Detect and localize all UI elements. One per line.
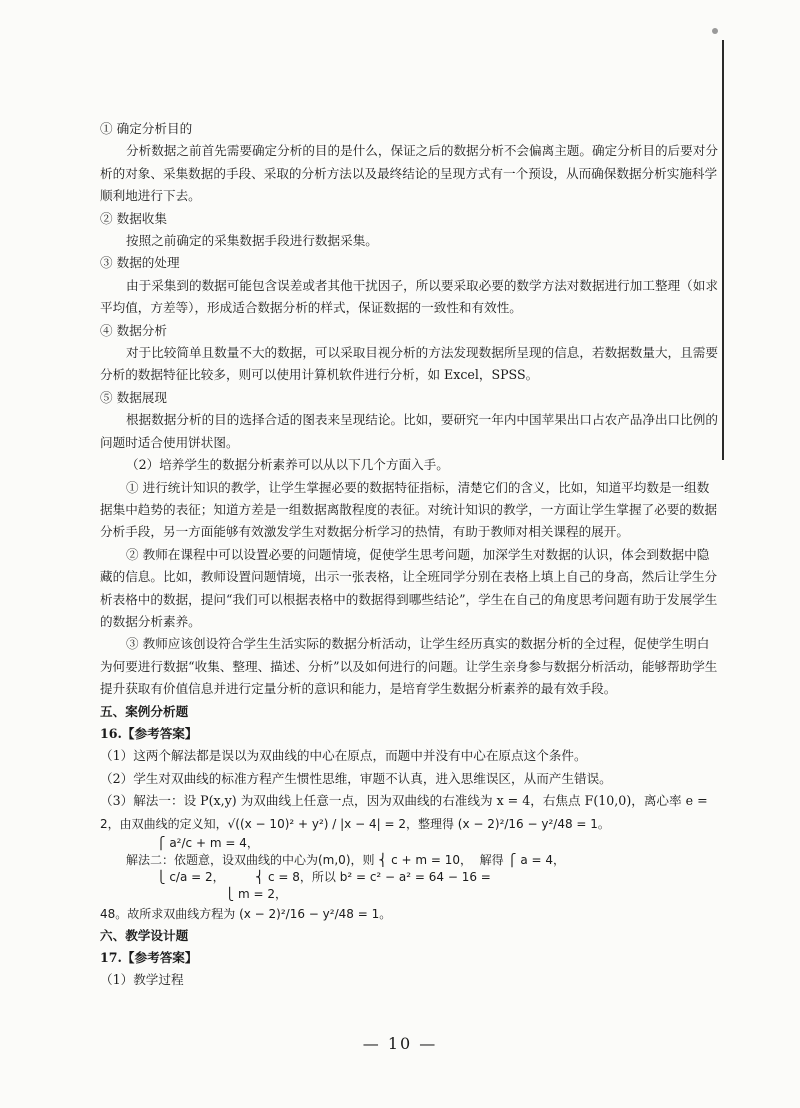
- margin-rule: [722, 40, 724, 460]
- paragraph: 分析数据之前首先需要确定分析的目的是什么，保证之后的数据分析不会偏离主题。确定分析目的后要对分析的对象、采集数据的手段、采取的分析方法以及最终结论的呈现方式有一个预设，从而确保数据分析实施科学顺利地进行下去。: [100, 143, 718, 204]
- answer-label-17: 17.【参考答案】: [100, 950, 198, 965]
- answer-item-1: （1）这两个解法都是误以为双曲线的中心在原点，而题中并没有中心在原点这个条件。: [100, 748, 587, 764]
- paragraph: 对于比较简单且数量不大的数据，可以采取目视分析的方法发现数据所呈现的信息，若数据数量大，且需要分析的数据特征比较多，则可以使用计算机软件进行分析，如 Excel，SPSS。: [100, 345, 718, 383]
- page-body: [100, 118, 720, 992]
- paragraph: 根据数据分析的目的选择合适的图表来呈现结论。比如，要研究一年内中国苹果出口占农产品净出口比例的问题时适合使用饼状图。: [100, 412, 718, 450]
- paragraph: ① 进行统计知识的教学，让学生掌握必要的数据特征指标，清楚它们的含义，比如，知道平均数是一组数据集中趋势的表征；知道方差是一组数据离散程度的表征。对统计知识的教学，一方面让学生掌握了必要的数据分析手段，另一方面能够有效激发学生对数据分析学习的热情，有助于教师对相关课程的展开。: [100, 479, 718, 540]
- formula-line-2: 48。故所求双曲线方程为 (x − 2)²/16 − y²/48 = 1。: [100, 906, 392, 921]
- step-heading-2: ② 数据收集: [100, 210, 167, 226]
- answer-item-2: （2）学生对双曲线的标准方程产生惯性思维，审题不认真，进入思维误区，从而产生错误。: [100, 770, 612, 786]
- answer-label-16: 16.【参考答案】: [100, 725, 198, 741]
- answer-item-3: （3）解法一：设 P(x,y) 为双曲线上任意一点，因为双曲线的右准线为 x = 4，右焦点 F(10,0)，离心率 e =: [100, 793, 708, 809]
- step-heading-3: ③ 数据的处理: [100, 255, 180, 271]
- section-heading-5: 五、案例分析题: [100, 703, 189, 719]
- scan-mark: [712, 28, 718, 34]
- step-heading-1: ① 确定分析目的: [100, 121, 193, 136]
- formula-system: ⎧ a²/c + m = 4， 解法二：依题意，设双曲线的中心为(m,0)，则 ⎨ c + m = 10， 解得 ⎧ a = 4， ⎩ c/a = 2， ⎨ c = 8，所以 b² = c² − a² = 64 − 16 = ⎩ m = 2，: [126, 835, 565, 901]
- formula-line-1: 2，由双曲线的定义知，√((x − 10)² + y²) / |x − 4| = 2，整理得 (x − 2)²/16 − y²/48 = 1。: [100, 816, 610, 831]
- paragraph: ③ 教师应该创设符合学生生活实际的数据分析活动，让学生经历真实的数据分析的全过程，促使学生明白为何要进行数据“收集、整理、描述、分析”以及如何进行的问题。让学生亲身参与数据分析活动，能够帮助学生提升获取有价值信息并进行定量分析的意识和能力，是培育学生数据分析素养的最有效手段。: [100, 636, 718, 697]
- paragraph: （2）培养学生的数据分析素养可以从以下几个方面入手。: [126, 457, 449, 473]
- paragraph: 由于采集到的数据可能包含误差或者其他干扰因子，所以要采取必要的数学方法对数据进行加工整理（如求平均值，方差等），形成适合数据分析的样式，保证数据的一致性和有效性。: [100, 277, 718, 316]
- paragraph: 按照之前确定的采集数据手段进行数据采集。: [126, 233, 378, 249]
- page-number: — 10 —: [362, 1034, 438, 1053]
- answer-item: （1）教学过程: [100, 972, 184, 988]
- paragraph: ② 教师在课程中可以设置必要的问题情境，促使学生思考问题，加深学生对数据的认识，体会到数据中隐藏的信息。比如，教师设置问题情境，出示一张表格，让全班同学分别在表格上填上自己的身高，然后让学生分析表格中的数据，提问“我们可以根据表格中的数据得到哪些结论”，学生在自己的角度思考问题有助于发展学生的数据分析素养。: [100, 546, 718, 629]
- section-heading-6: 六、教学设计题: [100, 927, 189, 943]
- step-heading-5: ⑤ 数据展现: [100, 389, 167, 405]
- step-heading-4: ④ 数据分析: [100, 322, 167, 338]
